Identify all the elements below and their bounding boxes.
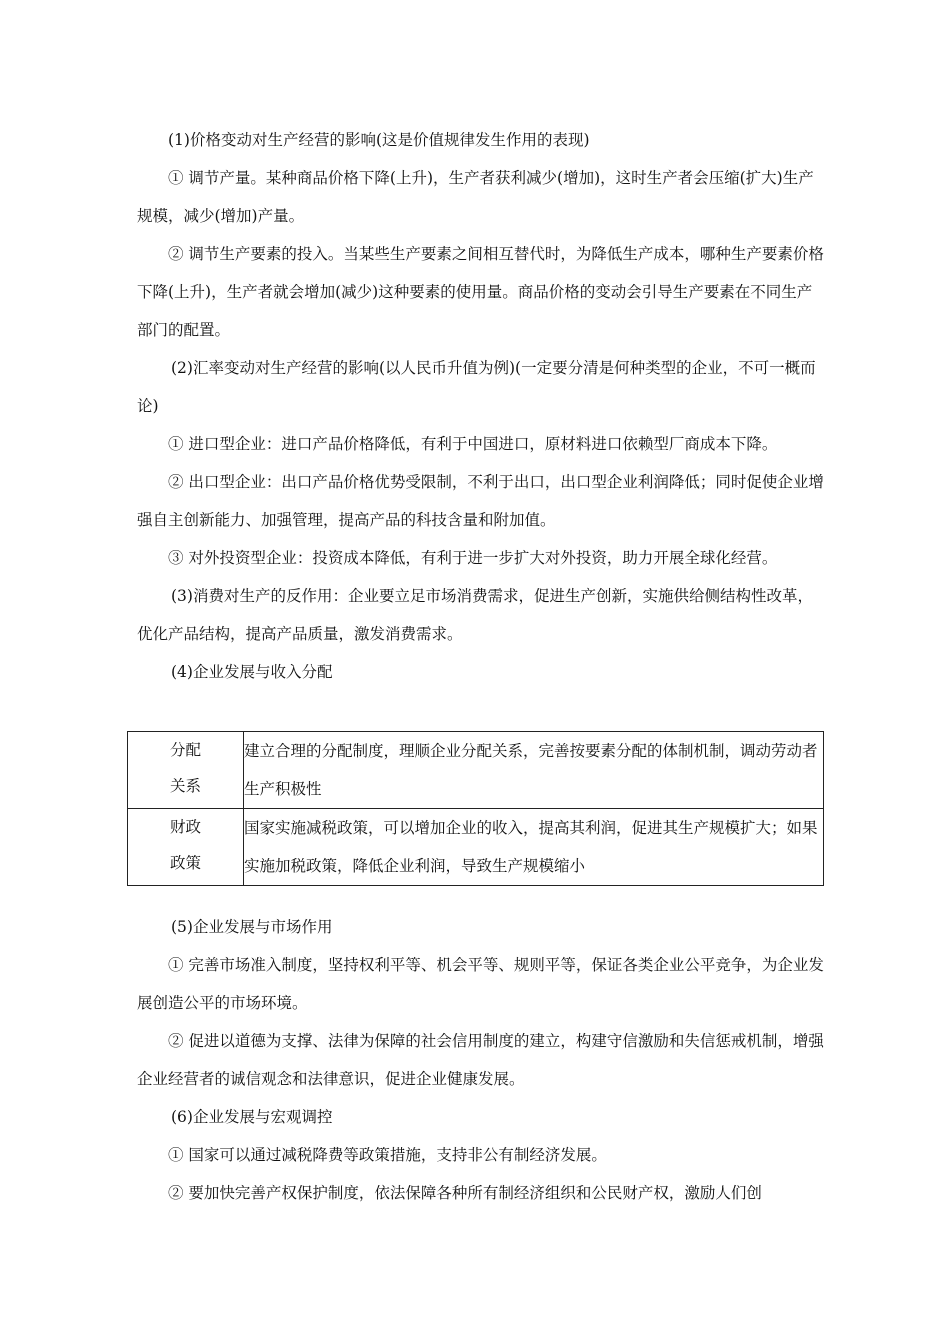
table-label-line: 关系: [169, 777, 201, 795]
section-1-item-1: ① 调节产量。某种商品价格下降(上升)，生产者获利减少(增加)，这时生产者会压缩(扩大)生产规模，减少(增加)产量。: [137, 169, 814, 225]
distribution-table: [127, 731, 824, 886]
section-6-item-2: ② 要加快完善产权保护制度，依法保障各种所有制经济组织和公民财产权，激励人们创: [168, 1184, 762, 1202]
section-6-heading: (6)企业发展与宏观调控: [171, 1108, 333, 1126]
section-2-item-3: ③ 对外投资型企业：投资成本降低，有利于进一步扩大对外投资，助力开展全球化经营。: [168, 549, 778, 567]
section-2-item-2: ② 出口型企业：出口产品价格优势受限制，不利于出口，出口型企业利润降低；同时促使企业增强自主创新能力、加强管理，提高产品的科技含量和附加值。: [137, 473, 824, 529]
table-row-label: [128, 809, 244, 886]
section-6-item-1: ① 国家可以通过减税降费等政策措施，支持非公有制经济发展。: [168, 1146, 607, 1164]
table-row-text: 建立合理的分配制度，理顺企业分配关系，完善按要素分配的体制机制，调动劳动者生产积极性: [244, 732, 824, 809]
table-label-line: 分配: [169, 741, 201, 759]
table-row-text: 国家实施减税政策，可以增加企业的收入，提高其利润，促进其生产规模扩大；如果实施加税政策，降低企业利润，导致生产规模缩小: [244, 809, 824, 886]
table-row-label: [128, 732, 244, 809]
table-row: [128, 732, 824, 809]
document-body: [137, 121, 827, 1212]
section-4-heading: (4)企业发展与收入分配: [171, 663, 333, 681]
section-5-item-1: ① 完善市场准入制度，坚持权利平等、机会平等、规则平等，保证各类企业公平竞争，为企业发展创造公平的市场环境。: [137, 956, 824, 1012]
section-3-heading: (3)消费对生产的反作用：企业要立足市场消费需求，促进生产创新，实施供给侧结构性改革，优化产品结构，提高产品质量，激发消费需求。: [137, 587, 813, 643]
section-2-item-1: ① 进口型企业：进口产品价格降低，有利于中国进口，原材料进口依赖型厂商成本下降。: [168, 435, 778, 453]
spacer: [137, 886, 827, 908]
table-row: [128, 809, 824, 886]
section-5-heading: (5)企业发展与市场作用: [171, 918, 333, 936]
section-1-item-2: ② 调节生产要素的投入。当某些生产要素之间相互替代时，为降低生产成本，哪种生产要素价格下降(上升)，生产者就会增加(减少)这种要素的使用量。商品价格的变动会引导生产要素在不同生产部门的配置。: [137, 245, 824, 339]
spacer: [137, 691, 827, 731]
section-2-heading: (2)汇率变动对生产经营的影响(以人民币升值为例)(一定要分清是何种类型的企业，不可一概而论): [137, 359, 816, 415]
table-label-line: 政策: [169, 854, 201, 872]
table-label-line: 财政: [169, 818, 201, 836]
section-1-heading: (1)价格变动对生产经营的影响(这是价值规律发生作用的表现): [168, 131, 590, 149]
section-5-item-2: ② 促进以道德为支撑、法律为保障的社会信用制度的建立，构建守信激励和失信惩戒机制，增强企业经营者的诚信观念和法律意识，促进企业健康发展。: [137, 1032, 824, 1088]
